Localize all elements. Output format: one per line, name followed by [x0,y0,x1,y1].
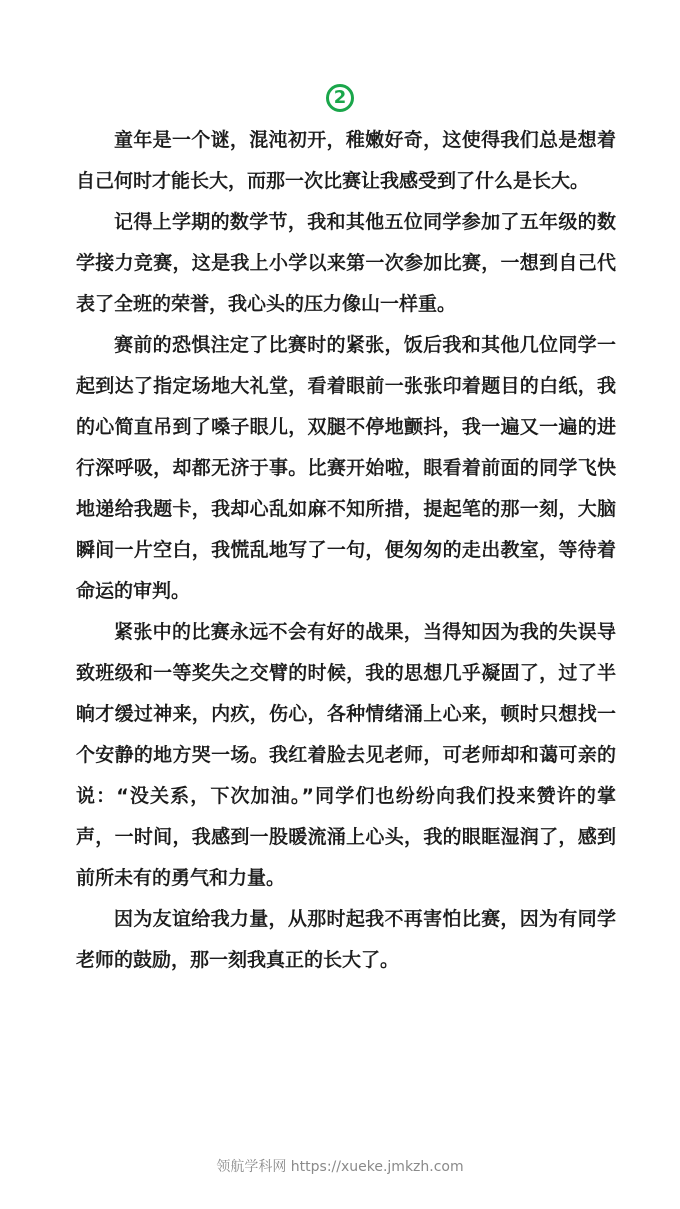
paragraph: 紧张中的比赛永远不会有好的战果，当得知因为我的失误导致班级和一等奖失之交臂的时候，我的思想几乎凝固了，过了半晌才缓过神来，内疚，伤心，各种情绪涌上心来，顿时只想找一个安静的地方哭一场。我红着脸去见老师，可老师却和蔼可亲的说：“没关系，下次加油。”同学们也纷纷向我们投来赞许的掌声，一时间，我感到一股暖流涌上心头，我的眼眶湿润了，感到前所未有的勇气和力量。 [76,621,616,889]
paragraph: 赛前的恐惧注定了比赛时的紧张，饭后我和其他几位同学一起到达了指定场地大礼堂，看着眼前一张张印着题目的白纸，我的心简直吊到了嗓子眼儿，双腿不停地颤抖，我一遍又一遍的进行深呼吸，却都无济于事。比赛开始啦，眼看着前面的同学飞快地递给我题卡，我却心乱如麻不知所措，提起笔的那一刻，大脑瞬间一片空白，我慌乱地写了一句，便匆匆的走出教室，等待着命运的审判。 [76,334,616,602]
paragraph: 因为友谊给我力量，从那时起我不再害怕比赛，因为有同学老师的鼓励，那一刻我真正的长大了。 [76,908,616,971]
footer-watermark-text: 领航学科网 https://xueke.jmkzh.com [216,1159,464,1175]
paragraph: 童年是一个谜，混沌初开，稚嫩好奇，这使得我们总是想着自己何时才能长大，而那一次比赛让我感受到了什么是长大。 [76,129,616,192]
section-number-badge: 2 [326,84,354,112]
essay-body [76,120,616,981]
paragraph: 记得上学期的数学节，我和其他五位同学参加了五年级的数学接力竞赛，这是我上小学以来第一次参加比赛，一想到自己代表了全班的荣誉，我心头的压力像山一样重。 [76,211,616,315]
